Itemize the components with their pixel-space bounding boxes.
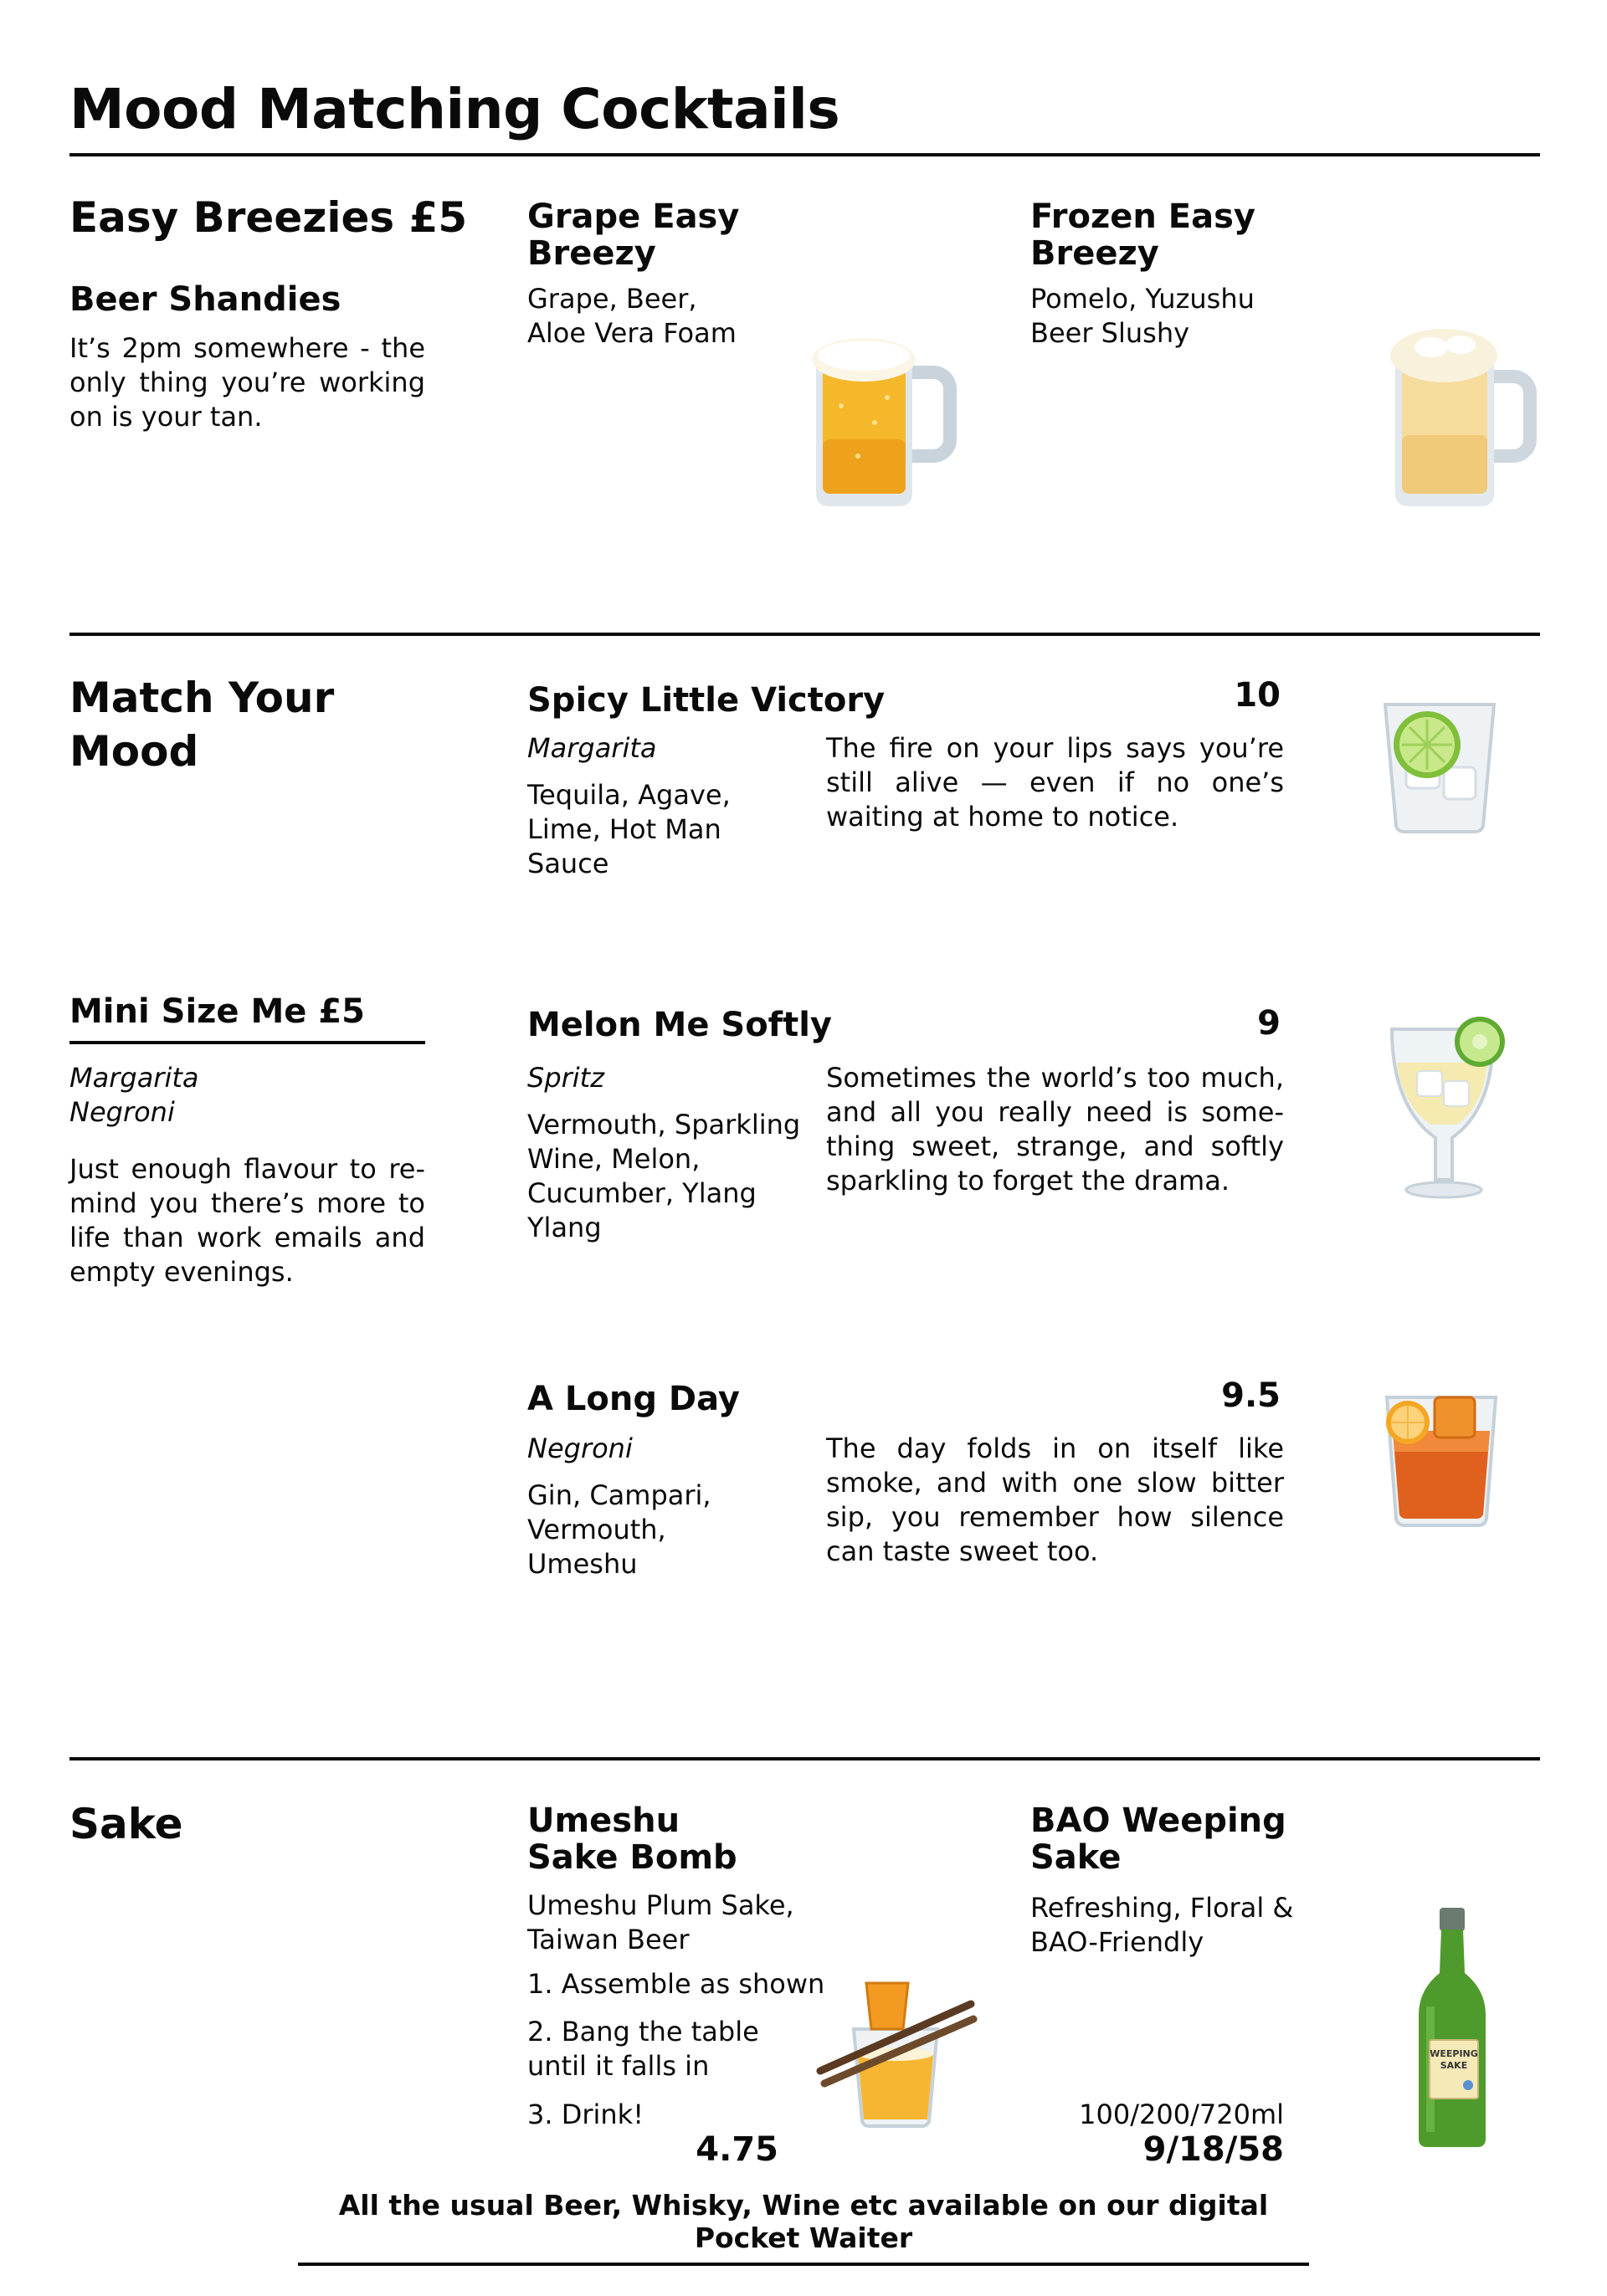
item-price: 10: [1234, 676, 1281, 715]
step-2: [527, 2015, 759, 2083]
footer-note: All the usual Beer, Whisky, Wine etc available on our digital Pocket Waiter: [298, 2189, 1309, 2266]
item-ingredients: [527, 1479, 812, 1581]
frozen-beer-mug-icon: [1385, 318, 1544, 515]
item-description: The fire on your lips says you’re still alive — even if no one’s waiting at home to notice.: [826, 732, 1284, 833]
item-ingredients: Grape, Beer,: [527, 283, 697, 315]
item-name: Umeshu: [527, 1801, 680, 1840]
ingredient-line: Tequila, Agave,: [527, 779, 731, 811]
description-line: BAO-Friendly: [1030, 1926, 1204, 1958]
bottle-label-line: WEEPING: [1430, 2048, 1478, 2059]
item-name: Breezy: [1030, 234, 1159, 273]
mini-size-description: Just enough flavour to re-mind you there’s more to life than work emails and empty evenings.: [69, 1153, 425, 1288]
item-ingredients: [527, 1108, 812, 1245]
sake-heading: Sake: [69, 1800, 183, 1848]
item-name: Breezy: [527, 234, 656, 273]
item-ingredients: Beer Slushy: [1030, 317, 1190, 349]
item-name: A Long Day: [527, 1380, 740, 1418]
sake-bottle-icon: [1414, 1906, 1490, 2149]
item-price: 9.5: [1221, 1376, 1281, 1415]
item-name: Sake: [1030, 1838, 1122, 1877]
item-name: BAO Weeping: [1030, 1801, 1286, 1840]
menu-item-bao-weeping-sake: [1030, 1802, 1286, 1876]
ingredient-line: Lime, Hot Man: [527, 813, 721, 845]
item-description: [1030, 1891, 1293, 1960]
ingredient-line: Cucumber, Ylang: [527, 1177, 757, 1209]
step-1: 1. Assemble as shown: [527, 1968, 825, 2000]
item-description: The day folds in on itself like smoke, and with one slow bitter sip, you remember how silence can taste sweet too.: [826, 1432, 1284, 1567]
style-item: Margarita: [69, 1062, 199, 1094]
bottle-label-line: SAKE: [1440, 2060, 1468, 2071]
easy-breezies-description: It’s 2pm somewhere - the only thing you’re working on is your tan.: [69, 332, 425, 433]
item-price: 9/18/58: [1142, 2130, 1284, 2169]
item-price: 9: [1257, 1004, 1281, 1043]
item-style: Margarita: [527, 732, 657, 764]
ingredient-line: Vermouth,: [527, 1514, 666, 1545]
heading-line: Mood: [69, 727, 199, 776]
bottle-sizes: 100/200/720ml: [1079, 2099, 1284, 2130]
menu-item-grape-easy-breezy: [527, 198, 739, 351]
item-ingredients: Aloe Vera Foam: [527, 317, 737, 349]
match-your-mood-heading: [69, 671, 334, 778]
title-divider: [69, 153, 1540, 156]
item-ingredients: [527, 778, 812, 881]
item-name: Sake Bomb: [527, 1838, 737, 1877]
item-ingredients: Pomelo, Yuzushu: [1030, 283, 1255, 315]
ingredient-line: Sauce: [527, 848, 609, 879]
item-name: Grape Easy: [527, 197, 740, 236]
beer-shandies-subheading: Beer Shandies: [69, 280, 341, 319]
ingredient-line: Wine, Melon,: [527, 1143, 701, 1175]
step-line: until it falls in: [527, 2050, 710, 2082]
ingredient-line: Gin, Campari,: [527, 1479, 711, 1511]
sake-bomb-icon: [816, 1979, 979, 2129]
section-divider: [69, 1757, 1540, 1760]
beer-mug-icon: [808, 322, 967, 515]
item-name: Frozen Easy: [1030, 197, 1255, 236]
mini-size-underline: [69, 1041, 425, 1044]
menu-item-frozen-easy-breezy: [1030, 198, 1255, 351]
easy-breezies-heading: Easy Breezies £5: [69, 193, 468, 242]
ingredient-line: Umeshu Plum Sake,: [527, 1889, 794, 1921]
item-style: Negroni: [527, 1432, 633, 1464]
item-price: 4.75: [696, 2130, 778, 2169]
spritz-glass-icon: [1385, 1012, 1507, 1201]
item-style: Spritz: [527, 1062, 605, 1094]
ingredient-line: Ylang: [527, 1212, 602, 1243]
style-item: Negroni: [69, 1096, 175, 1128]
lime-tumbler-icon: [1381, 688, 1498, 834]
ingredient-line: Umeshu: [527, 1548, 638, 1580]
item-ingredients: [527, 1889, 794, 1957]
heading-line: Match Your: [69, 674, 335, 722]
ingredient-line: Vermouth, Sparkling: [527, 1109, 801, 1140]
negroni-glass-icon: [1383, 1385, 1500, 1531]
section-divider: [69, 633, 1540, 636]
ingredient-line: Taiwan Beer: [527, 1924, 690, 1955]
item-name: Spicy Little Victory: [527, 681, 886, 720]
step-line: 2. Bang the table: [527, 2016, 759, 2047]
description-line: Refreshing, Floral &: [1030, 1892, 1294, 1924]
item-description: Sometimes the world’s too much, and all you really need is some-thing sweet, strange, and softly sparkling to forget the drama.: [826, 1062, 1284, 1197]
page-title: Mood Matching Cocktails: [69, 77, 840, 141]
step-3: 3. Drink!: [527, 2099, 644, 2130]
mini-size-heading: Mini Size Me £5: [69, 992, 366, 1031]
menu-item-umeshu-sake-bomb: [527, 1802, 737, 1876]
item-name: Melon Me Softly: [527, 1006, 832, 1044]
mini-size-styles: [69, 1061, 199, 1130]
